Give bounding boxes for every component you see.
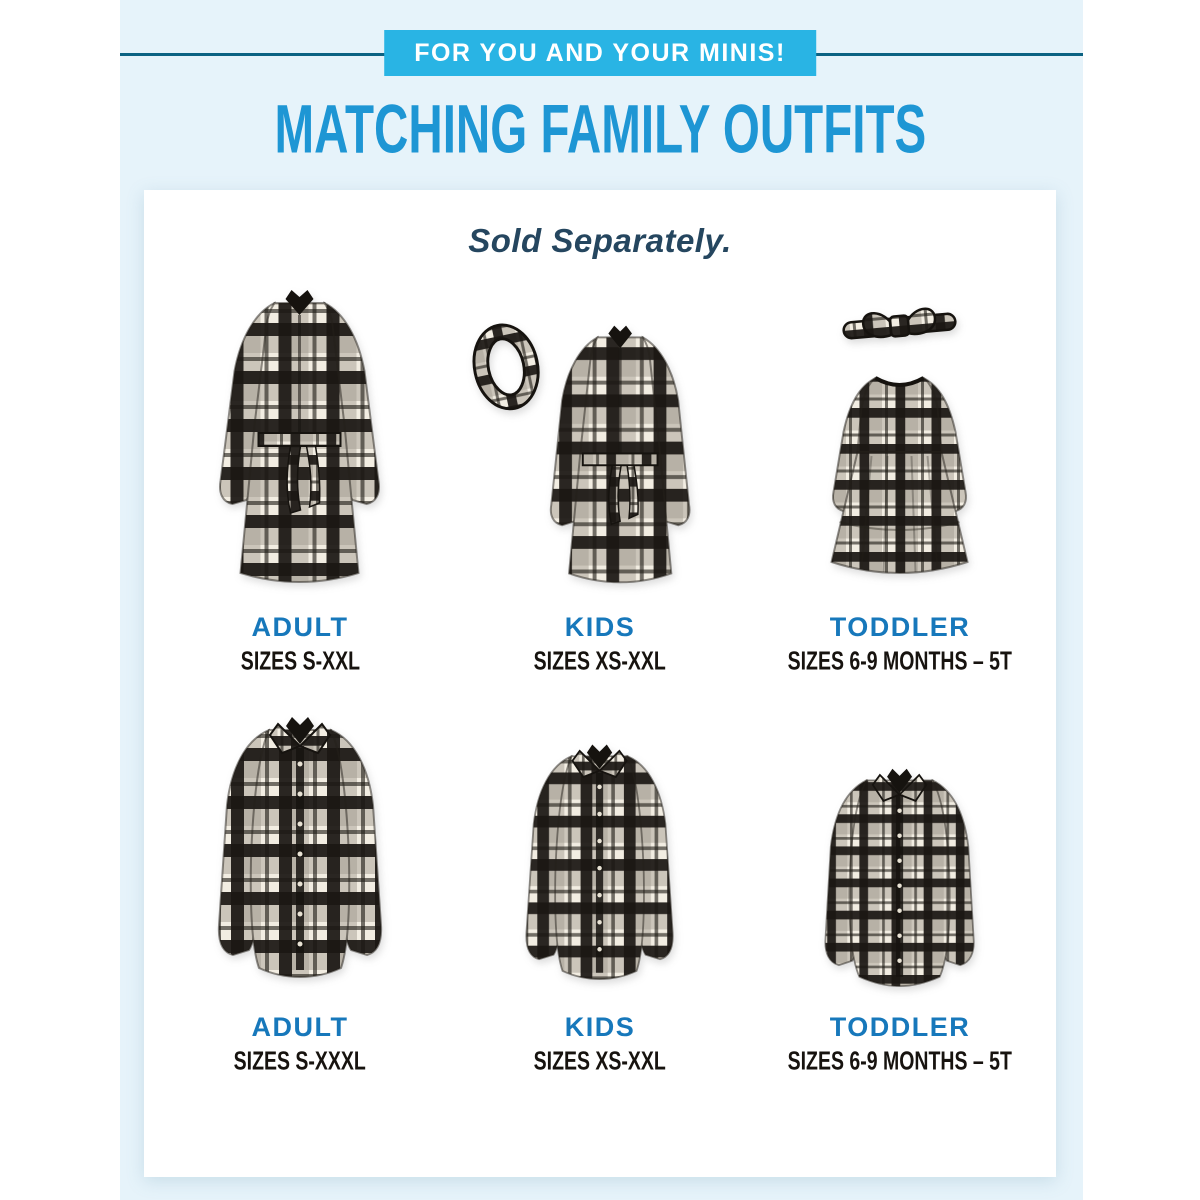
adult-plaid-dress-image [181,275,419,600]
product-sizes: SIZES 6-9 MONTHS – 5T [787,646,1013,676]
product-cell-toddler-dress [750,268,1050,676]
shirt-placket [596,771,603,973]
dress-belt [583,453,658,465]
content-card [144,190,1056,1177]
product-label: KIDS [564,1012,636,1042]
shirt-placket [296,746,304,970]
page-title: MATCHING FAMILY OUTFITS [274,91,926,168]
product-sizes: SIZES 6-9 MONTHS – 5T [787,1046,1013,1076]
product-sizes: SIZES XS-XXL [533,646,667,676]
product-cell-kids-dress [450,268,750,676]
promo-banner-text: FOR YOU AND YOUR MINIS! [414,38,786,67]
product-label: KIDS [564,612,636,642]
product-sizes: SIZES S-XXXL [233,1046,367,1076]
product-cell-adult-shirt [150,676,450,1076]
product-label: TODDLER [829,612,971,642]
subtitle: Sold Separately. [468,222,732,259]
product-label: ADULT [251,612,349,642]
promo-banner [384,30,816,76]
kids-plaid-dress-image [461,300,739,600]
product-figure [450,698,750,1000]
product-figure [150,698,450,1000]
product-cell-kids-shirt [450,676,750,1076]
adult-plaid-shirt-image [183,700,418,1000]
product-label: TODDLER [829,1012,971,1042]
dress-belt [259,433,341,446]
product-cell-toddler-shirt [750,676,1050,1076]
product-figure [750,698,1050,1000]
toddler-bow-headband [842,306,956,341]
product-cell-adult-dress [150,268,450,676]
product-figure [450,268,750,600]
kids-plaid-shirt-image [494,729,706,1000]
toddler-plaid-shirt-image [795,750,1005,1000]
product-grid [144,268,1056,1076]
product-sizes: SIZES S-XXL [240,646,360,676]
kids-headband [475,327,538,406]
product-sizes: SIZES XS-XXL [533,1046,667,1076]
toddler-plaid-dress-image [786,300,1014,600]
product-figure [750,268,1050,600]
product-label: ADULT [251,1012,349,1042]
product-figure [150,268,450,600]
